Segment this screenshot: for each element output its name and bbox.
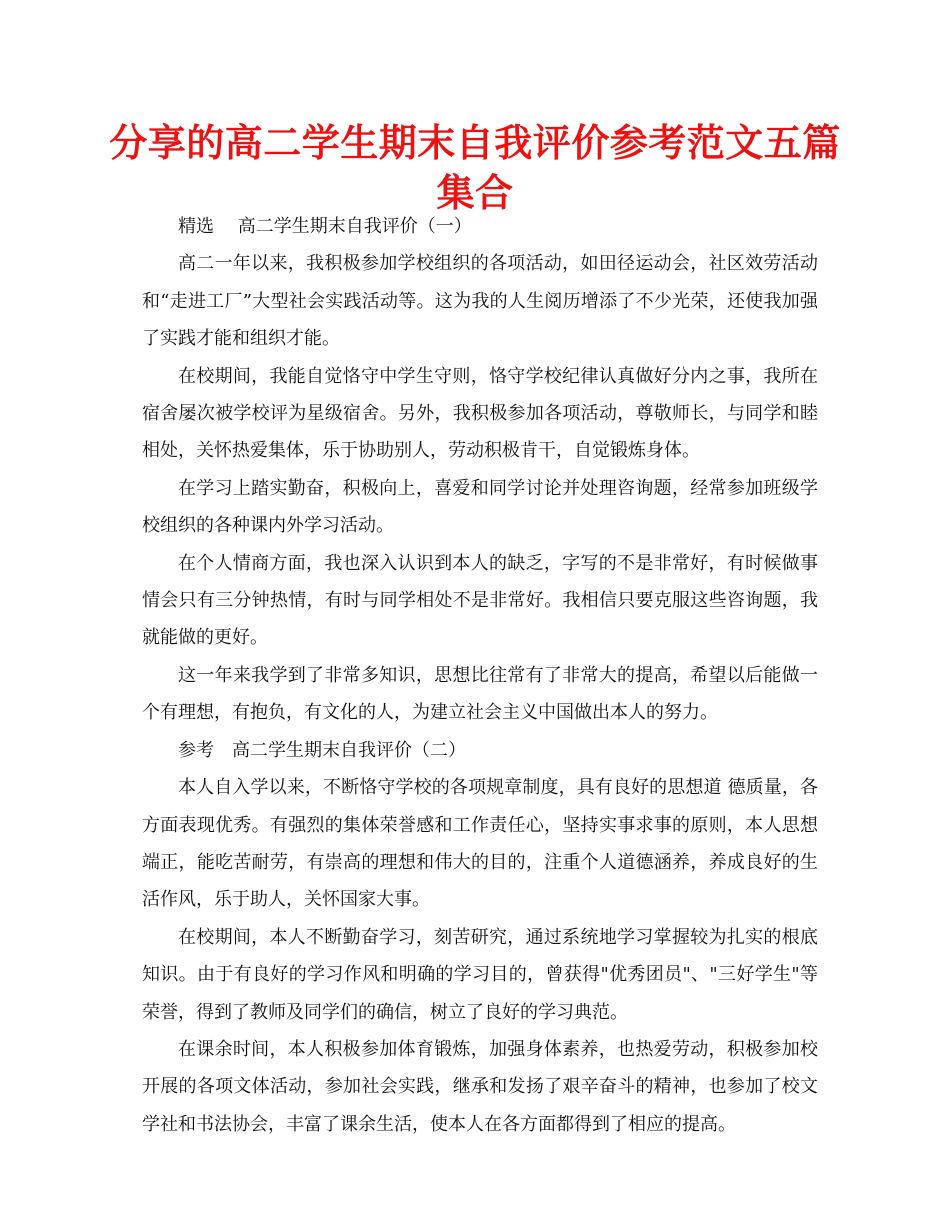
document-body (142, 208, 818, 1143)
document-title: 分享的高二学生期末自我评价参考范文五篇集合 (109, 121, 841, 215)
paragraph: 在个人情商方面，我也深入认识到本人的缺乏，字写的不是非常好，有时候做事情会只有三分钟热情，有时与同学相处不是非常好。我相信只要克服这些咨询题，我就能做的更好。 (142, 552, 818, 649)
paragraph: 本人自入学以来，不断恪守学校的各项规章制度，具有良好的思想道 德质量，各方面表现优秀。有强烈的集体荣誉感和工作责任心，坚持实事求事的原则，本人思想端正，能吃苦耐劳，有崇高的理想和伟大的目的，注重个人道德涵养，养成良好的生活作风，乐于助人，关怀国家大事。 (142, 777, 818, 911)
section-heading-2: 参考 高二学生期末自我评价（二） (178, 739, 466, 761)
paragraph: 高二一年以来，我积极参加学校组织的各项活动，如田径运动会，社区效劳活动和“走进工厂”大型社会实践活动等。这为我的人生阅历增添了不少光荣，还使我加强了实践才能和组织才能。 (142, 253, 818, 350)
section-heading-1: 精选 高二学生期末自我评价（一） (178, 216, 472, 237)
paragraph: 这一年来我学到了非常多知识，思想比往常有了非常大的提高，希望以后能做一个有理想，有抱负，有文化的人，为建立社会主义中国做出本人的努力。 (142, 664, 818, 724)
paragraph: 在学习上踏实勤奋，积极向上，喜爱和同学讨论并处理咨询题，经常参加班级学校组织的各种课内外学习活动。 (142, 477, 818, 537)
paragraph: 在校期间，我能自觉恪守中学生守则，恪守学校纪律认真做好分内之事，我所在宿舍屡次被学校评为星级宿舍。另外，我积极参加各项活动，尊敬师长，与同学和睦相处，关怀热爱集体，乐于协助别人，劳动积极肯干，自觉锻炼身体。 (142, 365, 818, 462)
paragraph: 在校期间，本人不断勤奋学习，刻苦研究，通过系统地学习掌握较为扎实的根底知识。由于有良好的学习作风和明确的学习目的，曾获得"优秀团员"、"三好学生"等荣誉，得到了教师及同学们的确信，树立了良好的学习典范。 (142, 926, 818, 1023)
paragraph: 在课余时间，本人积极参加体育锻炼，加强身体素养，也热爱劳动，积极参加校开展的各项文体活动，参加社会实践，继承和发扬了艰辛奋斗的精神，也参加了校文学社和书法协会，丰富了课余生活，使本人在各方面都得到了相应的提高。 (142, 1038, 818, 1135)
